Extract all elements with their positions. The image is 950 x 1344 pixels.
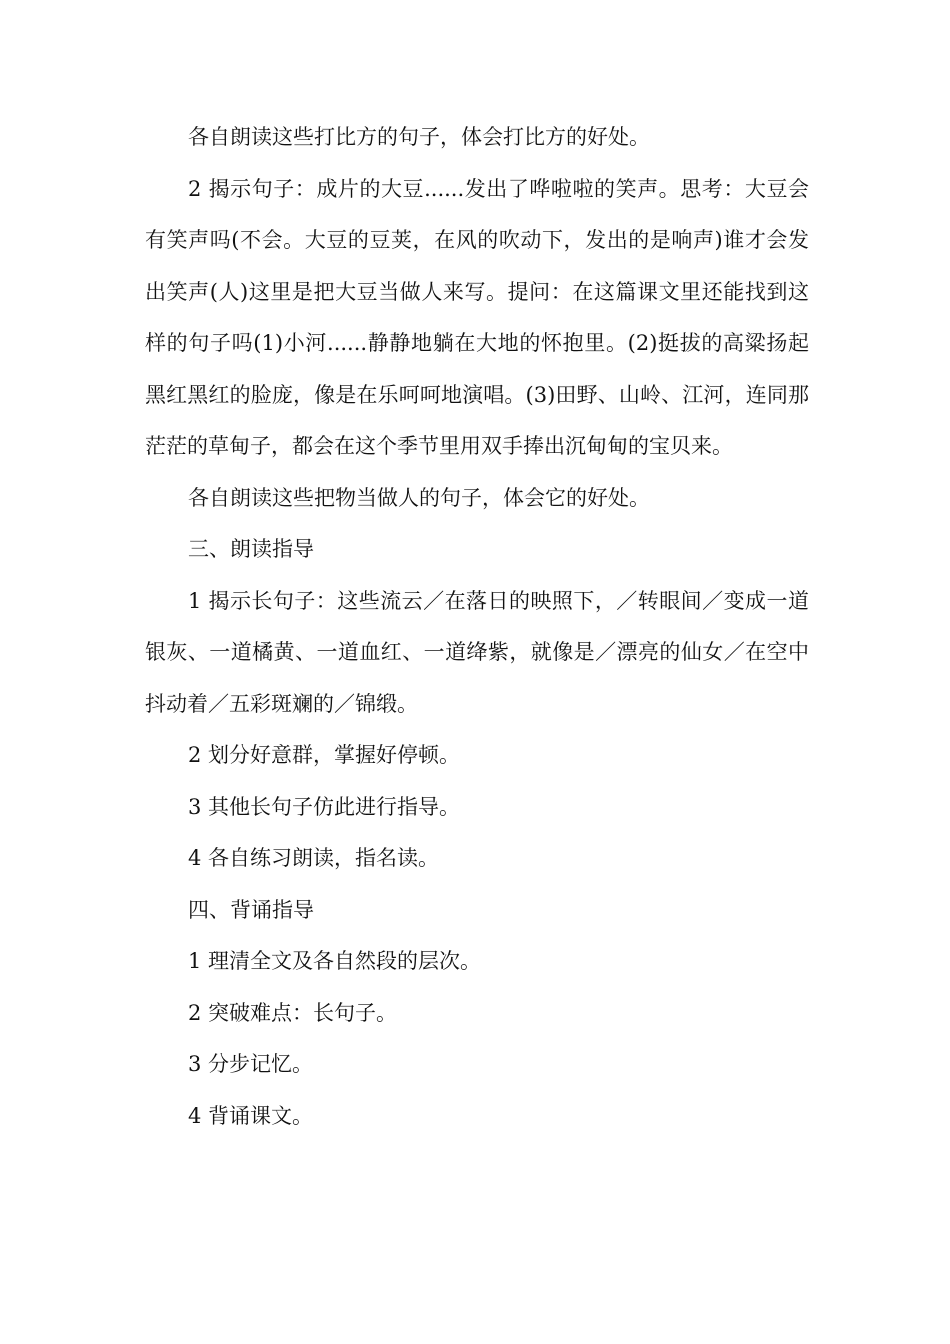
paragraph-8: 4 各自练习朗读，指名读。 bbox=[188, 846, 440, 870]
document-body bbox=[145, 112, 809, 1142]
section-heading-recitation: 四、背诵指导 bbox=[188, 897, 314, 922]
paragraph-7: 3 其他长句子仿此进行指导。 bbox=[188, 794, 461, 819]
paragraph-5: 1 揭示长句子：这些流云／在落日的映照下，／转眼间／变成一道银灰、一道橘黄、一道血红、一道绛紫，就像是／漂亮的仙女／在空中抖动着／五彩斑斓的／锦缎。 bbox=[145, 588, 809, 716]
paragraph-10: 1 理清全文及各自然段的层次。 bbox=[188, 949, 482, 973]
paragraph-11: 2 突破难点：长句子。 bbox=[188, 1000, 398, 1025]
section-heading-reading: 三、朗读指导 bbox=[188, 537, 314, 561]
paragraph-13: 4 背诵课文。 bbox=[188, 1103, 314, 1128]
paragraph-1: 各自朗读这些打比方的句子，体会打比方的好处。 bbox=[188, 125, 650, 149]
paragraph-12: 3 分步记忆。 bbox=[188, 1052, 314, 1076]
paragraph-2: 2 揭示句子：成片的大豆......发出了哗啦啦的笑声。思考：大豆会有笑声吗(不会。大豆的豆荚，在风的吹动下，发出的是响声)谁才会发出笑声(人)这里是把大豆当做人来写。提问：在这篇课文里还能找到这样的句子吗(1)小河......静静地躺在大地的怀抱里。(2)挺拔的高粱扬起黑红黑红的脸庞，像是在乐呵呵地演唱。(3)田野、山岭、江河，连同那茫茫的草甸子，都会在这个季节里用双手捧出沉甸甸的宝贝来。 bbox=[145, 176, 809, 458]
paragraph-6: 2 划分好意群，掌握好停顿。 bbox=[188, 743, 461, 767]
paragraph-3: 各自朗读这些把物当做人的句子，体会它的好处。 bbox=[188, 485, 650, 510]
